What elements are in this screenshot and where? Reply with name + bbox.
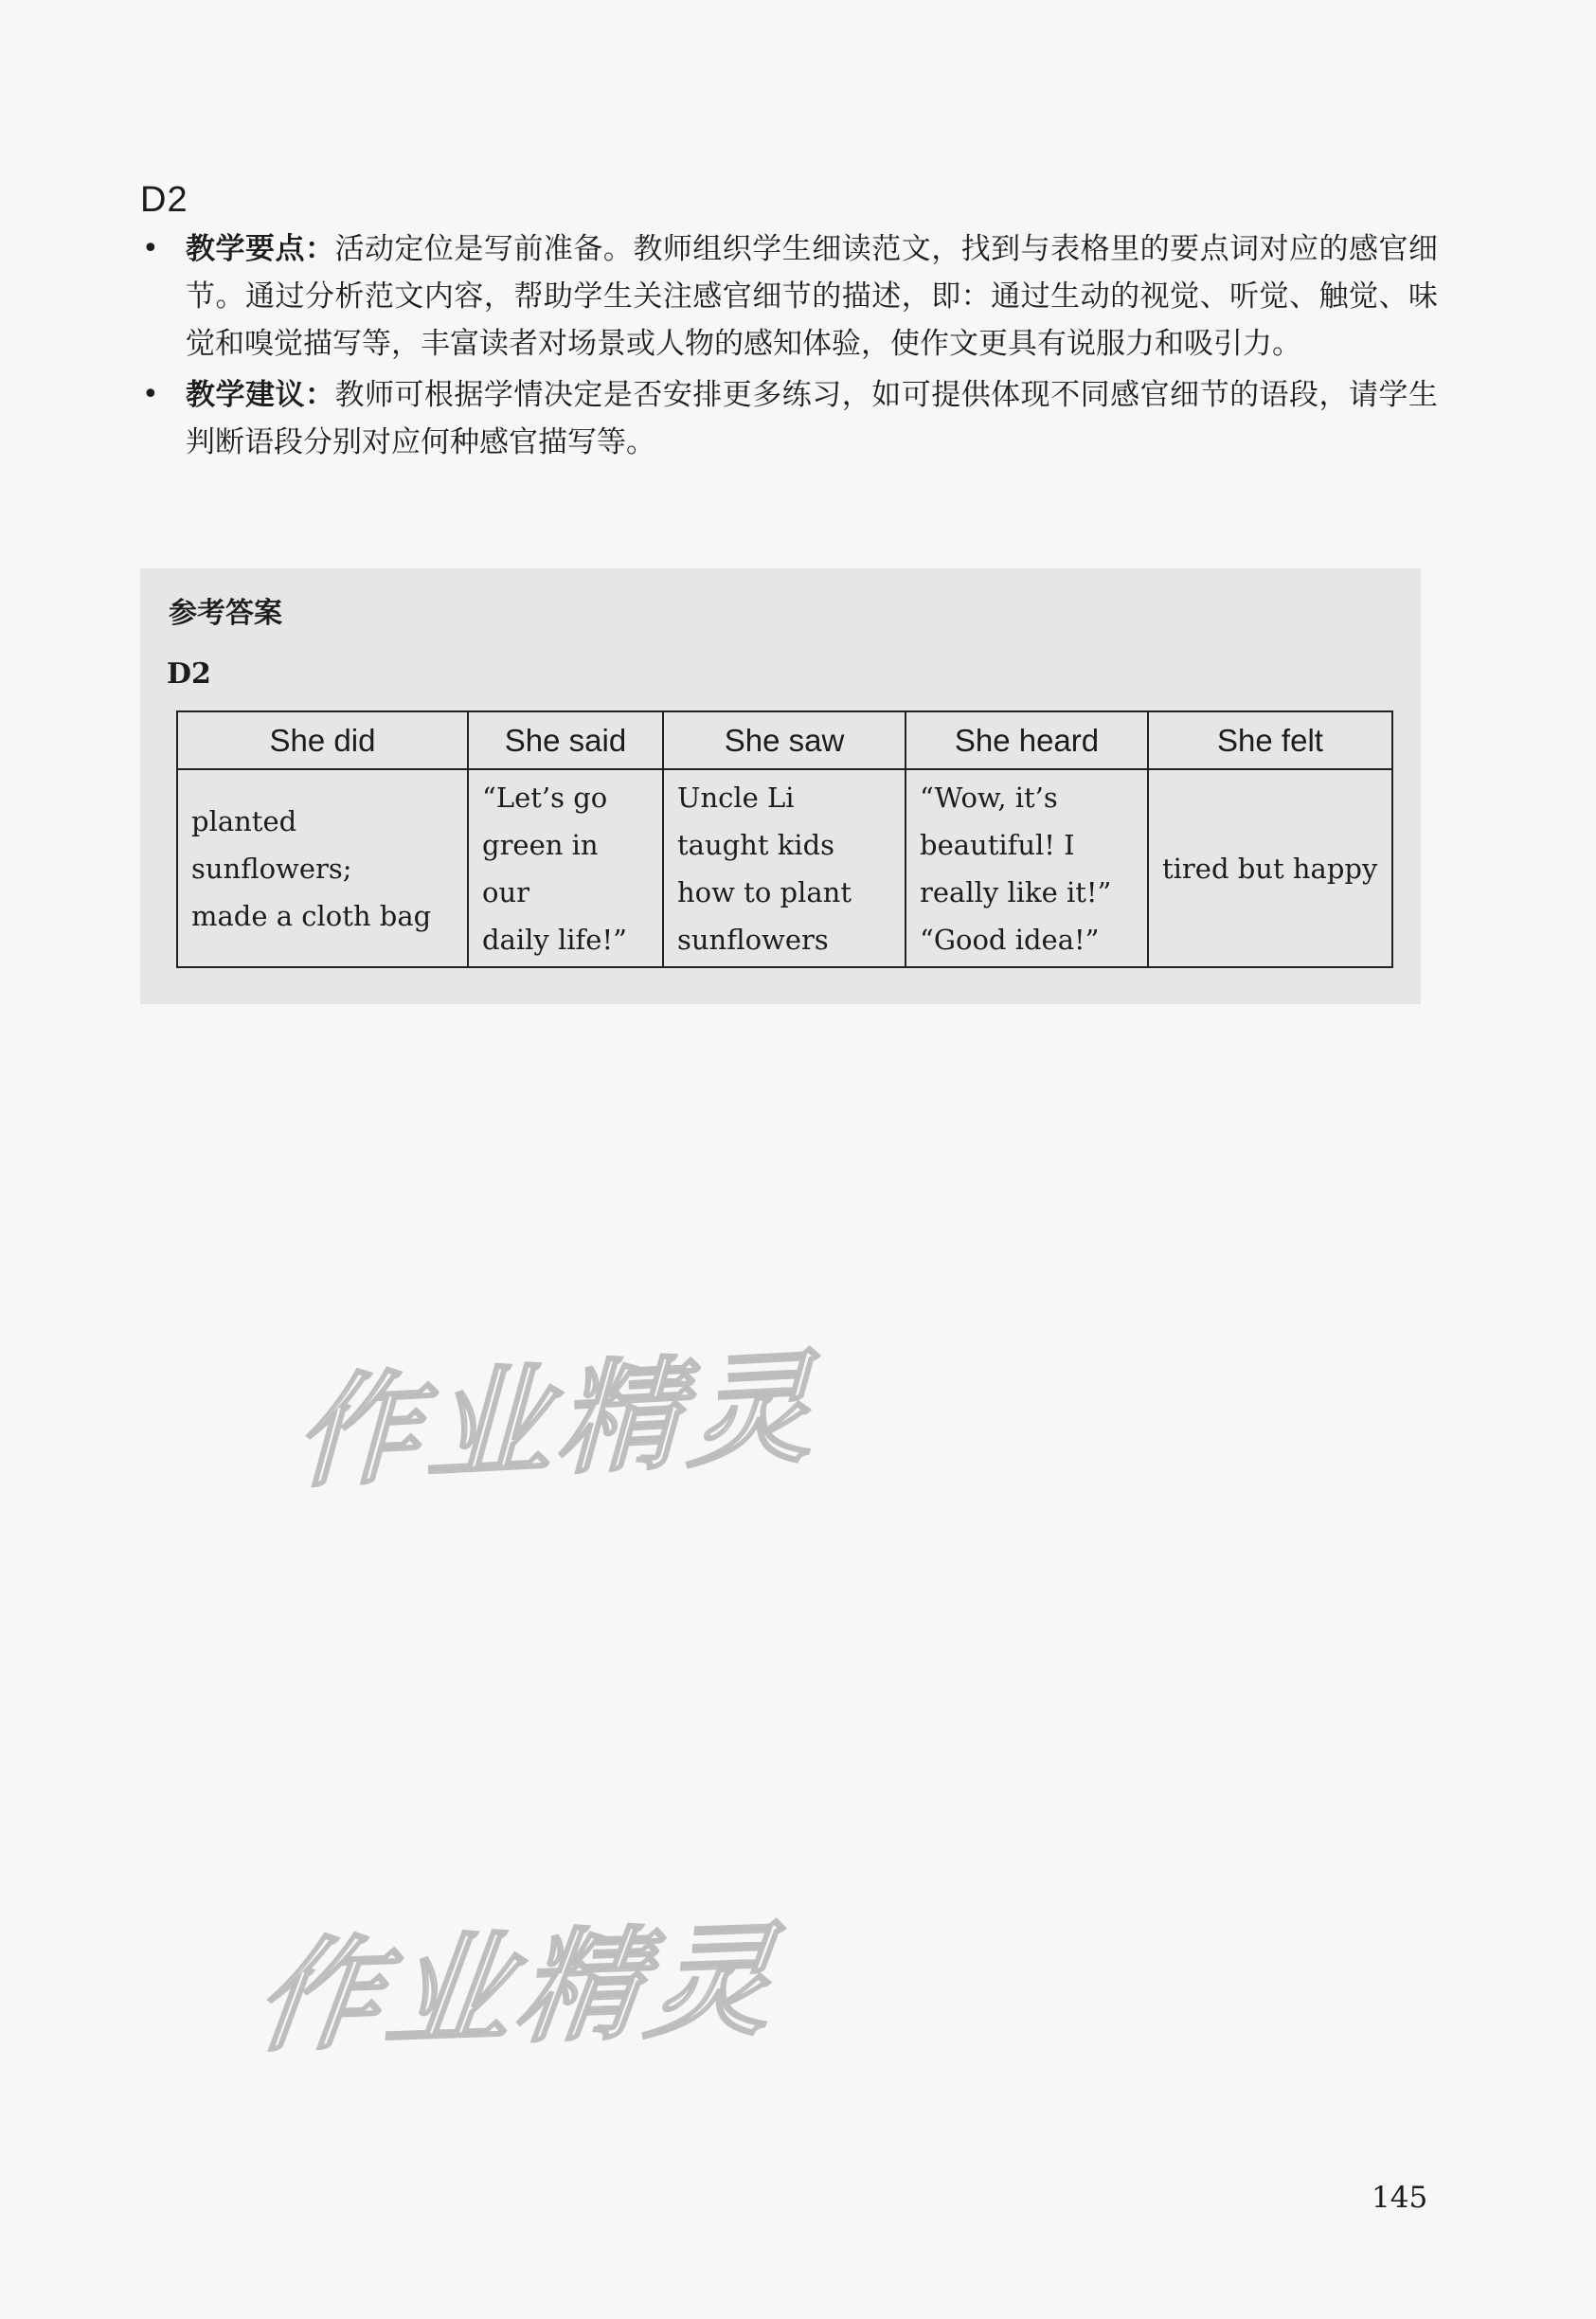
watermark: 作业精灵	[241, 1907, 816, 2070]
teaching-point-text: 活动定位是写前准备。教师组织学生细读范文，找到与表格里的要点词对应的感官细节。通过分析范文内容，帮助学生关注感官细节的描述，即：通过生动的视觉、听觉、触觉、味觉和嗅觉描写等，丰富读者对场景或人物的感知体验，使作文更具有说服力和吸引力。	[186, 232, 1439, 361]
cell-she-saw: Uncle Li taught kids how to plant sunflowers	[663, 769, 906, 967]
header-she-felt: She felt	[1148, 711, 1392, 769]
teaching-suggestion-item	[140, 371, 1438, 466]
teaching-suggestion-text: 教师可根据学情决定是否安排更多练习，如可提供体现不同感官细节的语段，请学生判断语段分别对应何种感官描写等。	[186, 378, 1439, 459]
cell-she-felt: tired but happy	[1148, 769, 1392, 967]
bullet-icon: •	[142, 378, 159, 411]
cell-she-said: “Let’s go green in our daily life!”	[468, 769, 663, 967]
cell-she-did: planted sunflowers; made a cloth bag	[177, 769, 468, 967]
answer-table	[176, 710, 1393, 968]
teaching-notes	[140, 225, 1438, 470]
teaching-point-title: 教学要点：	[186, 232, 335, 266]
watermark: 作业精灵	[286, 1334, 850, 1506]
cell-she-heard: “Wow, it’s beautiful! I really like it!” “Good idea!”	[906, 769, 1148, 967]
section-heading: D2	[140, 180, 188, 220]
header-she-did: She did	[177, 711, 468, 769]
header-she-said: She said	[468, 711, 663, 769]
teaching-suggestion-title: 教学建议：	[186, 378, 335, 412]
bullet-icon: •	[142, 232, 159, 265]
header-she-saw: She saw	[663, 711, 906, 769]
reference-answer-box	[140, 568, 1421, 1004]
table-header-row	[177, 711, 1392, 769]
teaching-point-item	[140, 225, 1438, 368]
answer-label: D2	[167, 657, 211, 691]
reference-answer-title: 参考答案	[169, 597, 282, 630]
page-number: 145	[1372, 2181, 1428, 2215]
header-she-heard: She heard	[906, 711, 1148, 769]
table-row	[177, 769, 1392, 967]
